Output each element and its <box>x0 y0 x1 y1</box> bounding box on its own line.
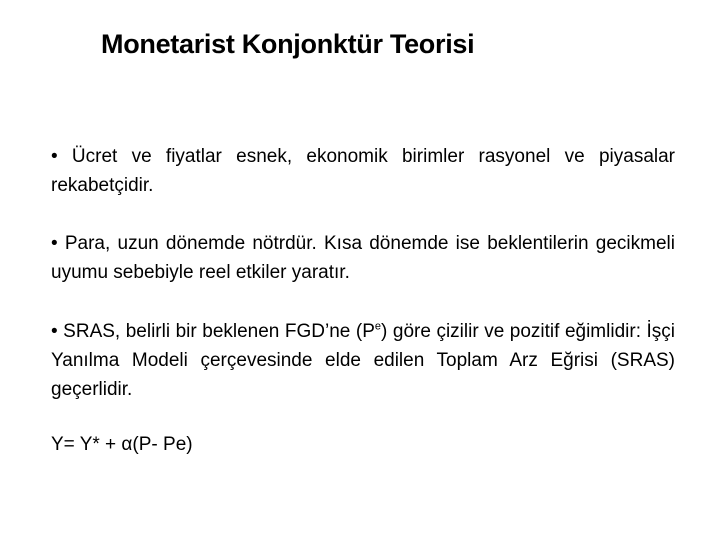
bullet-money-neutrality: • Para, uzun dönemde nötrdür. Kısa dönemde ise beklentilerin gecikmeli uyumu sebebiyle reel etkiler yaratır. <box>51 233 675 283</box>
slide-title: Monetarist Konjonktür Teorisi <box>101 29 475 59</box>
bullet-sras-text-before: • SRAS, belirli bir beklenen FGD’ne (P <box>51 321 375 342</box>
expected-price-superscript: e <box>374 320 382 333</box>
bullet-sras <box>51 317 675 404</box>
bullet-sras-text-after: ) göre çizilir ve pozitif eğimlidir: İşçi Yanılma Modeli çerçevesinde elde edilen Toplam Arz Eğrisi (SRAS) geçerlidir. <box>51 321 675 400</box>
sras-equation: Y= Y* + α(P- Pe) <box>51 434 193 455</box>
bullet-flexible-prices: • Ücret ve fiyatlar esnek, ekonomik birimler rasyonel ve piyasalar rekabetçidir. <box>51 146 675 196</box>
